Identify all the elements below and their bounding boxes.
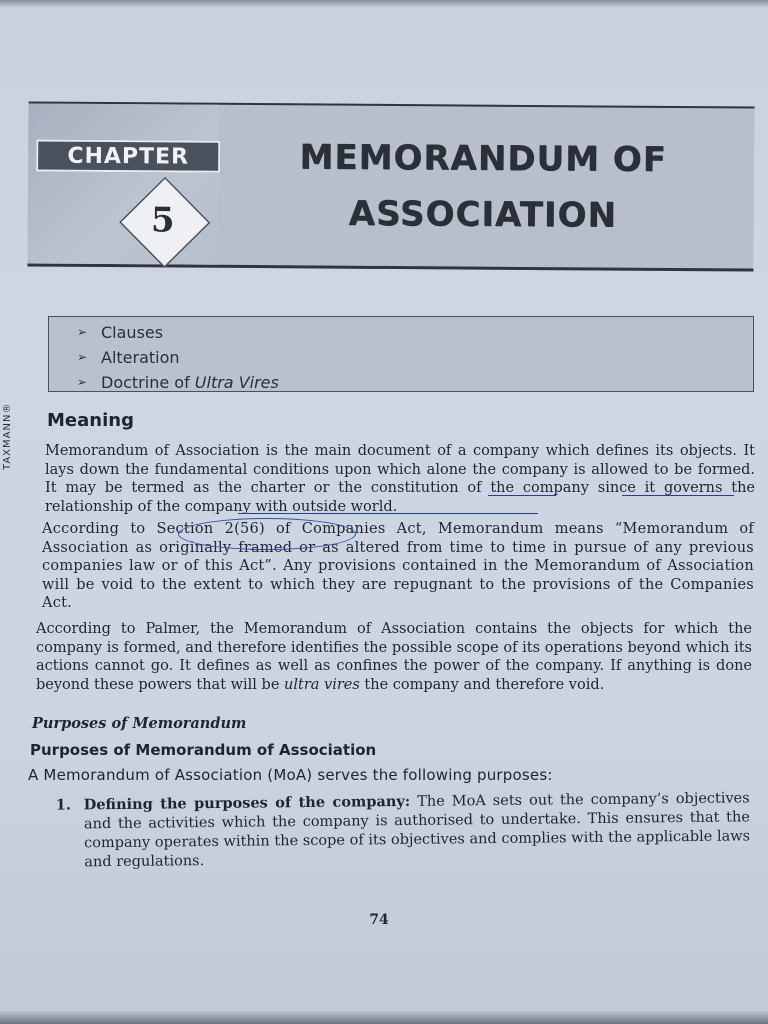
outline-item-doctrine [77, 370, 279, 394]
subheading-purposes-italic: Purposes of Memorandum [32, 715, 247, 732]
outline-item-label: Alteration [101, 347, 180, 367]
chapter-header-band [27, 101, 754, 271]
paragraph-text: According to Palmer, the Memorandum of Association contains the objects for which the company is formed, and therefore identifies the possible scope of its operations beyond which its actions cannot go. It defines as well as confines the power of the company. If anything is done beyond these powers that will be [36, 621, 752, 693]
pen-underline-governs [238, 513, 538, 514]
pen-circle-section [178, 518, 356, 550]
outline-item-label: Clauses [101, 322, 164, 342]
pen-underline-charter [488, 495, 556, 496]
paragraph-meaning-2: According to Section 2(56) of Companies Act, Memorandum means “Memorandum of Association as originally framed or as altered from time to time in pursue of any previous companies law or of this Act”. Any provisions contained in the Memorandum of Association will be void to the extent to which they are repugnant to the provisions of the Companies Act. [42, 521, 754, 611]
chapter-label: CHAPTER [36, 140, 220, 173]
arrow-bullet-icon: ➢ [77, 350, 88, 364]
list-item-lead: Defining the purposes of the company: [83, 792, 411, 814]
outline-item-clauses [77, 320, 163, 344]
list-item-body [84, 788, 751, 872]
outline-item-label [101, 373, 279, 392]
page-number: 74 [369, 912, 389, 928]
pen-underline-constitution [622, 495, 734, 496]
paragraph-meaning-3 [36, 620, 752, 694]
outline-item-label-italic: Ultra Vires [194, 372, 279, 392]
subheading-purposes: Purposes of Memorandum of Association [30, 741, 377, 759]
chapter-title [258, 129, 709, 244]
outline-item-label-plain: Doctrine of [101, 372, 195, 392]
chapter-title-line-2: ASSOCIATION [348, 193, 618, 236]
arrow-bullet-icon: ➢ [77, 375, 88, 389]
list-item-number: 1. [55, 796, 71, 814]
chapter-title-line-1: MEMORANDUM OF [299, 137, 668, 180]
list-item-text: The MoA sets out the company’s objectives and the activities which the company is authorised to undertake. This ensures that the company operates within the scope of its objectives and complies with the applicable laws and regulations. [83, 790, 751, 871]
paragraph-text: the company and therefore void. [359, 676, 605, 693]
purposes-intro: A Memorandum of Association (MoA) serves the following purposes: [28, 766, 553, 784]
section-heading-meaning: Meaning [47, 410, 134, 431]
list-item [56, 788, 751, 872]
outline-item-alteration [77, 345, 180, 369]
paragraph-italic-term: ultra vires [284, 676, 360, 693]
page-top-edge [0, 0, 768, 8]
arrow-bullet-icon: ➢ [77, 325, 88, 339]
paragraph-meaning-1: Memorandum of Association is the main document of a company which defines its objects. It lays down the fundamental conditions upon which alone the company is allowed to be formed. It may be termed as the charter or the constitution of the company since it governs the relationship of the company with outside world. [45, 443, 755, 515]
chapter-number: 5 [150, 200, 175, 241]
chapter-outline-box [48, 316, 754, 392]
page-bottom-edge [0, 1010, 768, 1024]
publisher-side-mark: TAXMANN® [2, 402, 13, 470]
